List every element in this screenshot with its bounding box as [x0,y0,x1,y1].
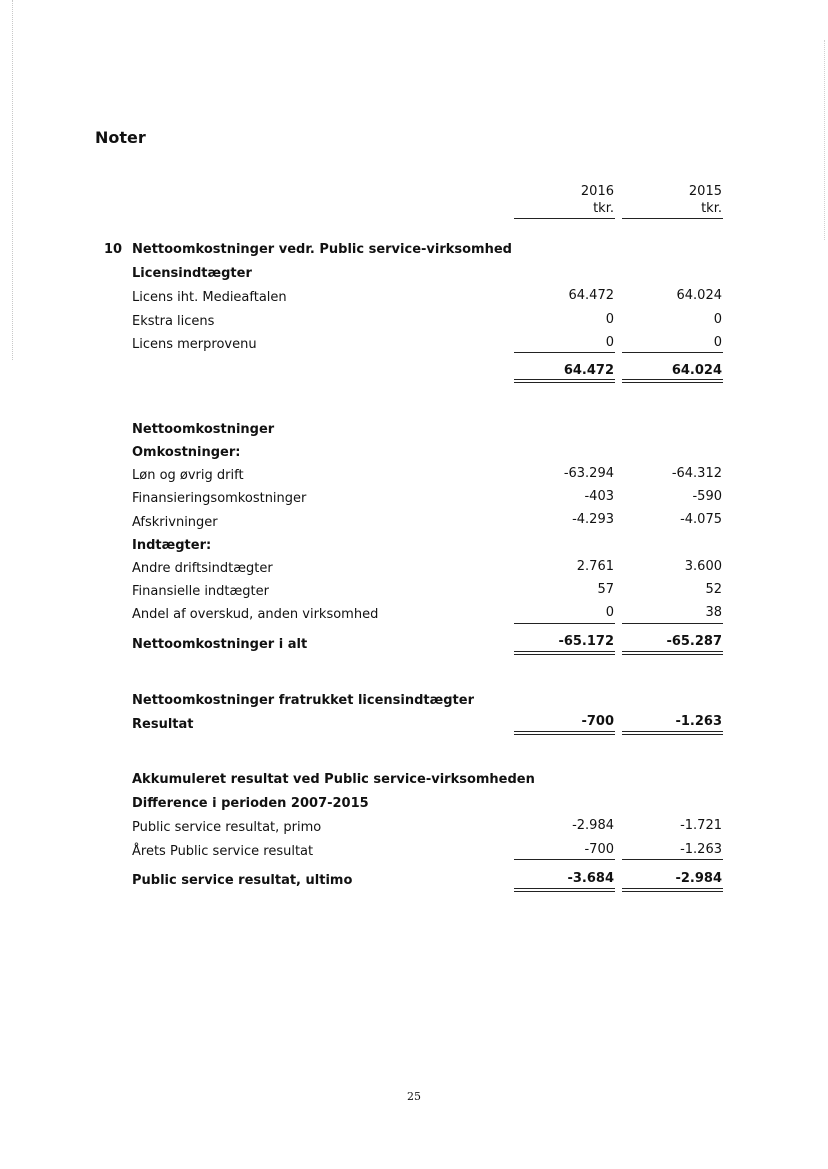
net-costs-total-2015: -65.287 [666,634,722,649]
income-row-2016: 57 [597,582,614,597]
cost-row-2015: -4.075 [680,512,722,527]
license-row-2015: 0 [713,335,722,350]
cost-row-2015: -64.312 [671,466,722,481]
net-costs-total-rule-2015 [622,651,723,655]
license-row-2016: 0 [605,312,614,327]
income-row-label: Andre driftsindtægter [132,561,273,576]
cost-row-2016: -403 [584,489,614,504]
license-row-2016: 64.472 [568,288,614,303]
license-subtotal-rule-2015 [622,352,723,353]
result-2016: -700 [581,714,614,729]
income-row-2016: 0 [605,605,614,620]
net-costs-total-2016: -65.172 [558,634,614,649]
license-row-label: Licens iht. Medieaftalen [132,290,287,305]
cost-row-2015: -590 [692,489,722,504]
accumulated-row-2015: -1.721 [680,818,722,833]
accumulated-total-2016: -3.684 [567,871,614,886]
header-rule-2016 [514,218,615,219]
page-number: 25 [407,1090,421,1103]
cost-row-label: Finansieringsomkostninger [132,491,307,506]
license-total-2016: 64.472 [563,363,614,378]
income-heading: Indtægter: [132,538,212,553]
accumulated-total-rule-2015 [622,888,723,892]
header-rule-2015 [622,218,723,219]
page-title: Noter [95,128,146,147]
cost-row-2016: -4.293 [572,512,614,527]
license-row-2015: 0 [713,312,722,327]
costs-heading: Omkostninger: [132,445,241,460]
income-row-2016: 2.761 [576,559,614,574]
license-heading: Licensindtægter [132,266,252,281]
license-row-2015: 64.024 [676,288,722,303]
accumulated-total-2015: -2.984 [675,871,722,886]
result-rule-2015 [622,731,723,735]
note-heading: Nettoomkostninger vedr. Public service-virksomhed [132,242,512,257]
column-year-2015: 2015 [688,184,722,199]
result-rule-2016 [514,731,615,735]
accumulated-row-label: Årets Public service resultat [132,844,314,859]
result-heading: Nettoomkostninger fratrukket licensindtægter [132,693,474,708]
accumulated-subtotal-rule-2016 [514,859,615,860]
accumulated-heading: Akkumuleret resultat ved Public service-virksomheden [132,772,535,787]
accumulated-subheading: Difference i perioden 2007-2015 [132,796,369,811]
note-number: 10 [104,242,123,257]
column-unit-2016: tkr. [593,201,614,216]
income-row-2015: 3.600 [684,559,722,574]
income-row-2015: 38 [705,605,722,620]
license-row-label: Licens merprovenu [132,337,257,352]
column-unit-2015: tkr. [701,201,722,216]
license-total-2015: 64.024 [671,363,722,378]
column-year-2016: 2016 [580,184,614,199]
accumulated-row-2016: -2.984 [572,818,614,833]
result-label: Resultat [132,717,194,732]
accumulated-row-label: Public service resultat, primo [132,820,322,835]
license-total-rule-2015 [622,379,723,383]
accumulated-row-2016: -700 [584,842,614,857]
net-costs-heading: Nettoomkostninger [132,422,275,437]
net-costs-subtotal-rule-2016 [514,623,615,624]
result-2015: -1.263 [675,714,722,729]
accumulated-total-label: Public service resultat, ultimo [132,873,353,888]
accumulated-total-rule-2016 [514,888,615,892]
cost-row-2016: -63.294 [563,466,614,481]
net-costs-total-label: Nettoomkostninger i alt [132,637,308,652]
income-row-2015: 52 [705,582,722,597]
license-subtotal-rule-2016 [514,352,615,353]
accumulated-row-2015: -1.263 [680,842,722,857]
scan-edge-left [12,0,13,360]
cost-row-label: Afskrivninger [132,515,218,530]
accumulated-subtotal-rule-2015 [622,859,723,860]
license-row-2016: 0 [605,335,614,350]
cost-row-label: Løn og øvrig drift [132,468,244,483]
income-row-label: Andel af overskud, anden virksomhed [132,607,379,622]
license-row-label: Ekstra licens [132,314,215,329]
scan-edge-right [824,40,825,240]
net-costs-total-rule-2016 [514,651,615,655]
net-costs-subtotal-rule-2015 [622,623,723,624]
income-row-label: Finansielle indtægter [132,584,269,599]
license-total-rule-2016 [514,379,615,383]
